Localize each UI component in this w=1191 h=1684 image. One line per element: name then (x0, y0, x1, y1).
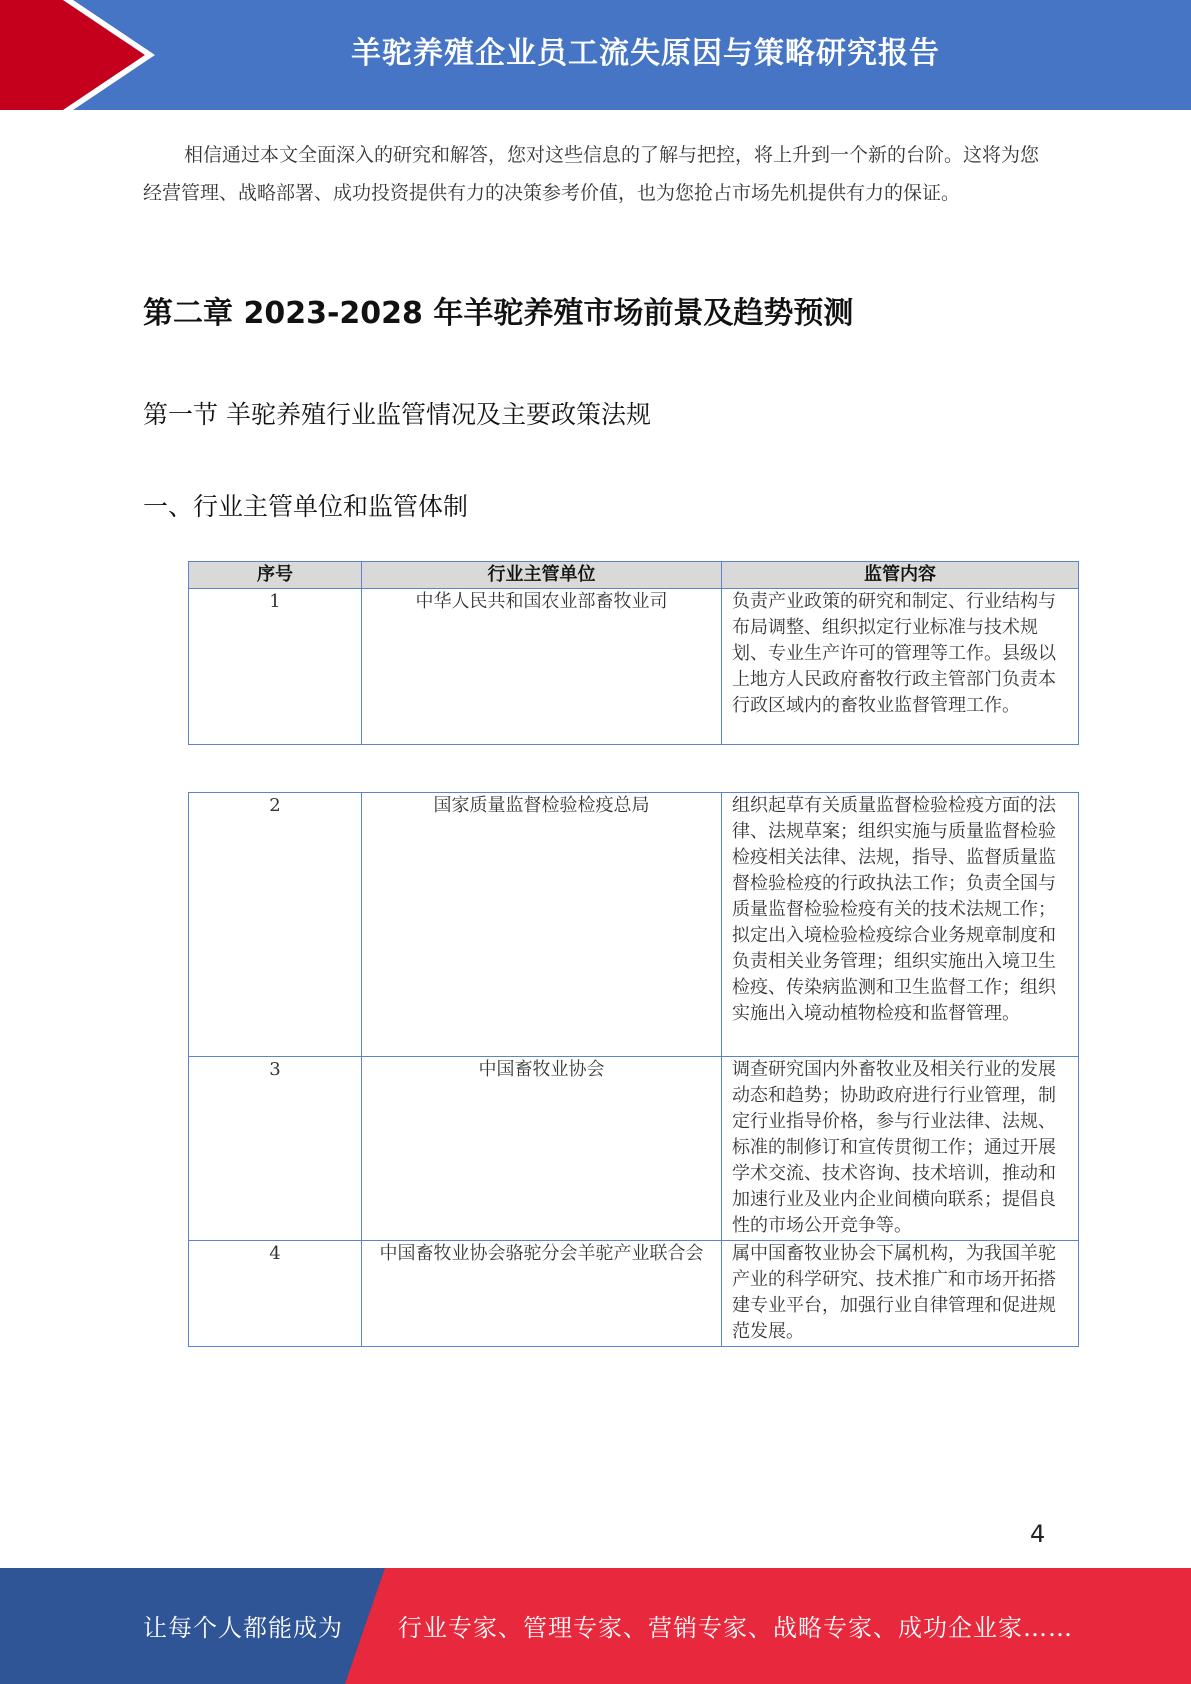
intro-paragraph: 相信通过本文全面深入的研究和解答，您对这些信息的了解与把控，将上升到一个新的台阶。这将为您经营管理、战略部署、成功投资提供有力的决策参考价值，也为您抢占市场先机提供有力的保证。 (143, 144, 1040, 204)
header-cell-unit: 行业主管单位 (362, 562, 722, 589)
row-content: 组织起草有关质量监督检验检疫方面的法律、法规草案；组织实施与质量监督检验检疫相关法律、法规，指导、监督质量监督检验检疫的行政执法工作；负责全国与质量监督检验检疫有关的技术法规工作；拟定出入境检验检疫综合业务规章制度和负责相关业务管理；组织实施出入境卫生检疫、传染病监测和卫生监督工作；组织实施出入境动植物检疫和监督管理。 (722, 793, 1079, 1057)
table-row (189, 589, 1079, 745)
chapter-title: 第二章 2023-2028 年羊驼养殖市场前景及趋势预测 (143, 296, 854, 331)
section-title: 第一节 羊驼养殖行业监管情况及主要政策法规 (143, 400, 651, 429)
row-number: 3 (189, 1057, 362, 1241)
header-cell-number: 序号 (189, 562, 362, 589)
table-row (189, 1241, 1079, 1347)
regulator-table-part-1 (188, 561, 1079, 745)
row-number: 4 (189, 1241, 362, 1347)
row-content: 负责产业政策的研究和制定、行业结构与布局调整、组织拟定行业标准与技术规划、专业生产许可的管理等工作。县级以上地方人民政府畜牧行政主管部门负责本行政区域内的畜牧业监督管理工作。 (722, 589, 1079, 745)
page-footer (0, 1568, 1191, 1684)
row-number: 2 (189, 793, 362, 1057)
page-header (0, 0, 1191, 110)
row-content: 属中国畜牧业协会下属机构，为我国羊驼产业的科学研究、技术推广和市场开拓搭建专业平台，加强行业自律管理和促进规范发展。 (722, 1241, 1079, 1347)
subsection-title: 一、行业主管单位和监管体制 (143, 492, 469, 521)
table-row (189, 793, 1079, 1057)
row-unit: 国家质量监督检验检疫总局 (362, 793, 722, 1057)
header-cell-content: 监管内容 (722, 562, 1079, 589)
footer-slogan-left: 让每个人都能成为 (143, 1614, 343, 1642)
row-unit: 中华人民共和国农业部畜牧业司 (362, 589, 722, 745)
report-title: 羊驼养殖企业员工流失原因与策略研究报告 (351, 36, 940, 71)
page-number: 4 (1030, 1520, 1046, 1548)
table-row (189, 1057, 1079, 1241)
row-unit: 中国畜牧业协会骆驼分会羊驼产业联合会 (362, 1241, 722, 1347)
table-header-row (189, 562, 1079, 589)
row-content: 调查研究国内外畜牧业及相关行业的发展动态和趋势；协助政府进行行业管理，制定行业指导价格，参与行业法律、法规、标准的制修订和宣传贯彻工作；通过开展学术交流、技术咨询、技术培训，推动和加速行业及业内企业间横向联系；提倡良性的市场公开竞争等。 (722, 1057, 1079, 1241)
footer-slogan-right: 行业专家、管理专家、营销专家、战略专家、成功企业家…… (398, 1614, 1073, 1642)
regulator-table-part-2 (188, 792, 1079, 1347)
intro-section (143, 136, 1055, 212)
row-number: 1 (189, 589, 362, 745)
row-unit: 中国畜牧业协会 (362, 1057, 722, 1241)
